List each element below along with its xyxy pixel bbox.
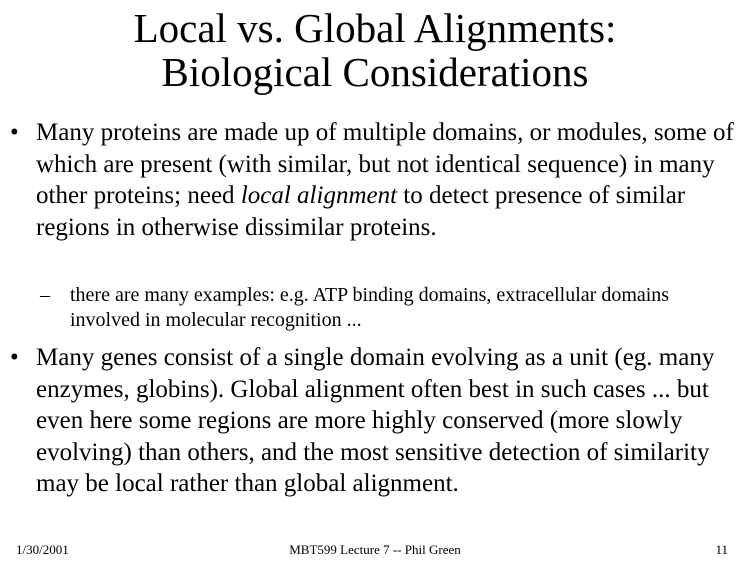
bullet-local-alignment xyxy=(10,117,740,243)
bullet-text-start: Many proteins are made up of multiple domains, or modules, some of which are present (with similar, but not identical sequence) in many other proteins; need xyxy=(36,119,734,209)
bullet-marker: • xyxy=(10,119,19,146)
bullet-marker: • xyxy=(10,344,19,371)
bullet-text-end: to detect presence of similar regions in otherwise dissimilar proteins. xyxy=(36,182,686,241)
bullet-global-alignment xyxy=(10,342,740,500)
title-line-1: Local vs. Global Alignments: xyxy=(133,5,617,51)
bullet-emphasis: local alignment xyxy=(240,182,398,209)
sub-bullet-examples xyxy=(40,283,740,333)
sub-bullet-marker: – xyxy=(40,284,50,306)
bullet-text: Many genes consist of a single domain evolving as a unit (eg. many enzymes, globins). Global alignment often best in such cases ... but even here some regions are more highly conserved (more slowly evolving) than others, and the most sensitive detection of similarity may be local rather than global alignment. xyxy=(36,344,715,497)
footer-date: 1/30/2001 xyxy=(16,542,69,557)
title-line-2: Biological Considerations xyxy=(161,49,589,95)
footer-course: MBT599 Lecture 7 -- Phil Green xyxy=(289,542,461,557)
slide-title xyxy=(0,6,750,94)
sub-bullet-text: there are many examples: e.g. ATP binding domains, extracellular domains involved in molecular recognition ... xyxy=(70,284,670,331)
bullet-text xyxy=(36,117,740,243)
footer-page-number: 11 xyxy=(715,542,728,557)
